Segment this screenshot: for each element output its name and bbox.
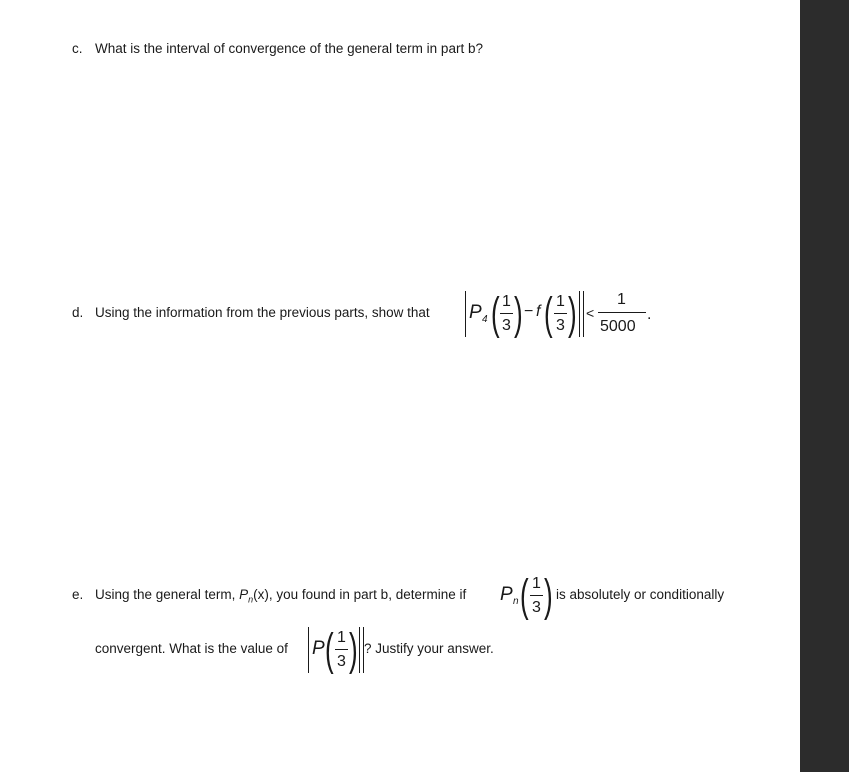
abs-bar-left <box>465 291 466 337</box>
math-P: P <box>312 638 325 659</box>
inequality-expression <box>462 288 662 344</box>
question-e-line1-end <box>556 586 724 604</box>
big-frac-den: 5000 <box>600 318 636 335</box>
math-less-than: < <box>586 305 595 321</box>
frac-den-3: 3 <box>532 599 541 616</box>
math-P: P <box>500 584 513 605</box>
inline-P: P <box>239 587 249 602</box>
inline-n-subscript: n <box>248 594 254 605</box>
paren-open-2: ( <box>544 287 553 339</box>
question-e-text-part1: Using the general term, <box>95 587 240 602</box>
item-marker-e: e. <box>72 587 84 602</box>
item-marker-d: d. <box>72 305 84 320</box>
abs-bar-right-e1 <box>359 627 360 673</box>
abs-bar-right-2 <box>583 291 584 337</box>
question-e-line2-text: convergent. What is the value of <box>95 641 288 656</box>
question-e-text <box>95 586 466 609</box>
frac-den-2: 3 <box>556 317 565 334</box>
math-period: . <box>647 306 652 323</box>
math-subscript-4: 4 <box>482 314 488 325</box>
math-minus: − <box>524 303 534 320</box>
paren-open-3: ( <box>520 569 529 621</box>
frac-line-1 <box>500 313 513 314</box>
paren-open-4: ( <box>325 623 334 675</box>
paren-open-1: ( <box>491 287 500 339</box>
question-e-text-part3: is absolutely or conditionally <box>556 587 725 602</box>
math-f: f <box>536 303 541 320</box>
dark-sidebar-panel <box>800 0 849 772</box>
big-frac-line <box>598 312 646 313</box>
paren-close-1: ) <box>514 287 523 339</box>
question-e-line2-end-text: ? Justify your answer. <box>364 641 494 656</box>
paren-close-3: ) <box>544 569 553 621</box>
paren-close-4: ) <box>349 623 358 675</box>
pn-one-third-expression <box>498 570 554 626</box>
math-P: P <box>469 302 482 323</box>
item-marker-c: c. <box>72 41 83 56</box>
question-e-line2 <box>95 640 288 658</box>
question-d-text: Using the information from the previous parts, show that <box>95 305 430 320</box>
big-frac-num: 1 <box>617 291 626 308</box>
abs-bar-left-e <box>308 627 309 673</box>
question-e-text-part2: , you found in part b, determine if <box>268 587 467 602</box>
frac-den-4: 3 <box>337 653 346 670</box>
abs-bar-right-1 <box>579 291 580 337</box>
question-e-line2-end <box>364 640 494 658</box>
question-c-text: What is the interval of convergence of the general term in part b? <box>95 41 483 56</box>
frac-line-3 <box>530 595 543 596</box>
frac-line-2 <box>554 313 567 314</box>
abs-p-one-third-expression <box>306 624 366 680</box>
frac-num-1: 1 <box>502 293 511 310</box>
frac-den-1: 3 <box>502 317 511 334</box>
frac-num-3: 1 <box>532 575 541 592</box>
math-subscript-n: n <box>513 596 519 607</box>
frac-line-4 <box>335 649 348 650</box>
paren-close-2: ) <box>568 287 577 339</box>
frac-num-4: 1 <box>337 629 346 646</box>
frac-num-2: 1 <box>556 293 565 310</box>
inline-args: (x) <box>253 587 269 602</box>
